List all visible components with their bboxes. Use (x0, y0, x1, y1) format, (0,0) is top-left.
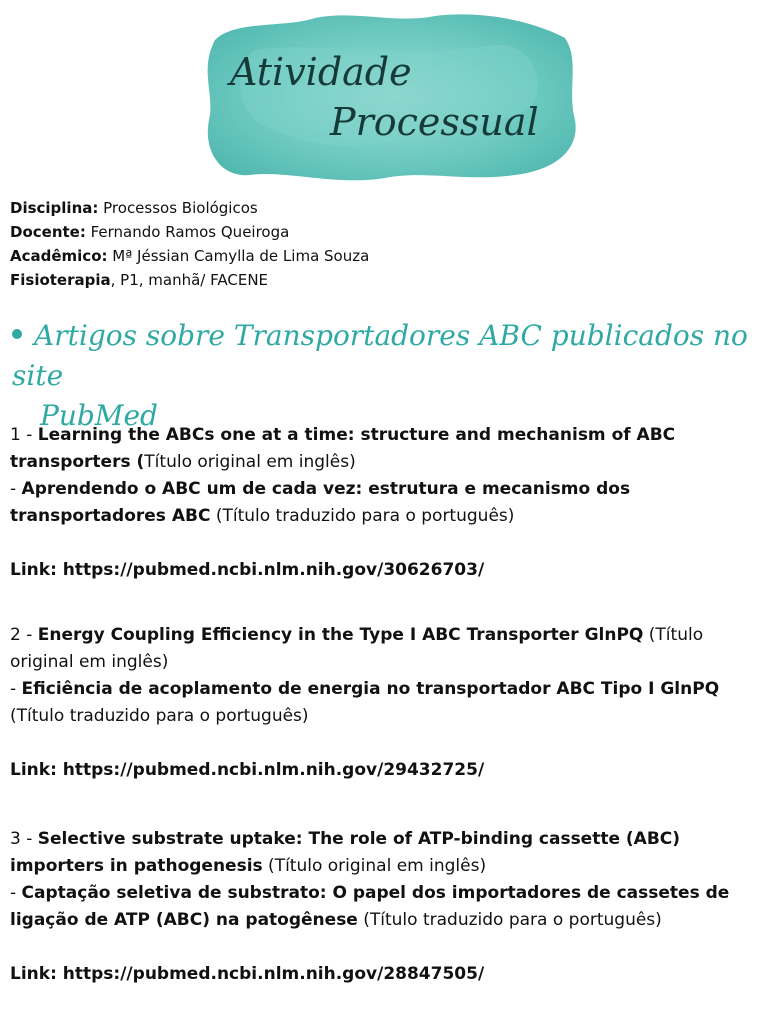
article-title-pt (10, 676, 755, 730)
article-link[interactable]: Link: https://pubmed.ncbi.nlm.nih.gov/29432725/ (10, 760, 485, 780)
teacher-row (10, 220, 369, 244)
article-note-pt: (Título traduzido para o português) (357, 910, 662, 930)
teacher-value: Fernando Ramos Queiroga (85, 223, 290, 241)
course-info (10, 196, 369, 292)
article-title-pt-text: Eficiência de acoplamento de energia no transportador ABC Tipo I GlnPQ (21, 679, 720, 699)
heading-line2: PubMed (40, 399, 158, 432)
article-dash: - (10, 883, 22, 903)
article-item (10, 422, 755, 584)
article-title-en-text: Learning the ABCs one at a time: structure and mechanism of ABC transporters (10, 425, 676, 472)
article-link[interactable]: Link: https://pubmed.ncbi.nlm.nih.gov/30626703/ (10, 560, 485, 580)
article-number: 3 - (10, 829, 38, 849)
discipline-row (10, 196, 369, 220)
course-row (10, 268, 369, 292)
article-title-pt-text: Aprendendo o ABC um de cada vez: estrutura e mecanismo dos transportadores ABC (10, 479, 631, 526)
article-note-en: Título original em inglês) (144, 452, 356, 472)
bullet-dot-icon (12, 329, 22, 339)
article-title-en (10, 826, 755, 880)
article-open-paren: ( (130, 452, 145, 472)
article-title-pt-text: Captação seletiva de substrato: O papel dos importadores de cassetes de ligação de ATP (ABC) na patogênese (10, 883, 730, 930)
course-value: , P1, manhã/ FACENE (110, 271, 269, 289)
article-title-pt (10, 880, 755, 934)
article-title-en-text: Energy Coupling Efficiency in the Type I ABC Transporter GlnPQ (37, 625, 644, 645)
article-number: 1 - (10, 425, 38, 445)
article-title-en (10, 622, 755, 676)
section-heading (12, 316, 757, 436)
student-value: Mª Jéssian Camylla de Lima Souza (107, 247, 370, 265)
student-row (10, 244, 369, 268)
article-item (10, 826, 755, 988)
article-link[interactable]: Link: https://pubmed.ncbi.nlm.nih.gov/28847505/ (10, 964, 485, 984)
article-note-en: Título original em inglês) (10, 625, 704, 672)
title-line2: Processual (330, 100, 539, 144)
heading-line1: Artigos sobre Transportadores ABC publicados no site (12, 319, 748, 392)
article-open-paren: ( (262, 856, 275, 876)
teacher-label: Docente: (10, 223, 86, 241)
article-open-paren: ( (643, 625, 656, 645)
article-number: 2 - (10, 625, 38, 645)
article-note-pt: (Título traduzido para o português) (210, 506, 515, 526)
article-title-pt (10, 476, 755, 530)
article-title-en-text: Selective substrate uptake: The role of ATP-binding cassette (ABC) importers in pathogenesis (10, 829, 681, 876)
article-title-en (10, 422, 755, 476)
title-line1: Atividade (230, 50, 412, 94)
article-dash: - (10, 479, 22, 499)
article-dash: - (10, 679, 22, 699)
discipline-value: Processos Biológicos (98, 199, 258, 217)
discipline-label: Disciplina: (10, 199, 99, 217)
student-label: Acadêmico: (10, 247, 108, 265)
article-note-pt: (Título traduzido para o português) (10, 706, 309, 726)
article-note-en: Título original em inglês) (274, 856, 487, 876)
header-watercolor-banner (195, 10, 580, 190)
article-item (10, 622, 755, 784)
course-label: Fisioterapia (10, 271, 111, 289)
